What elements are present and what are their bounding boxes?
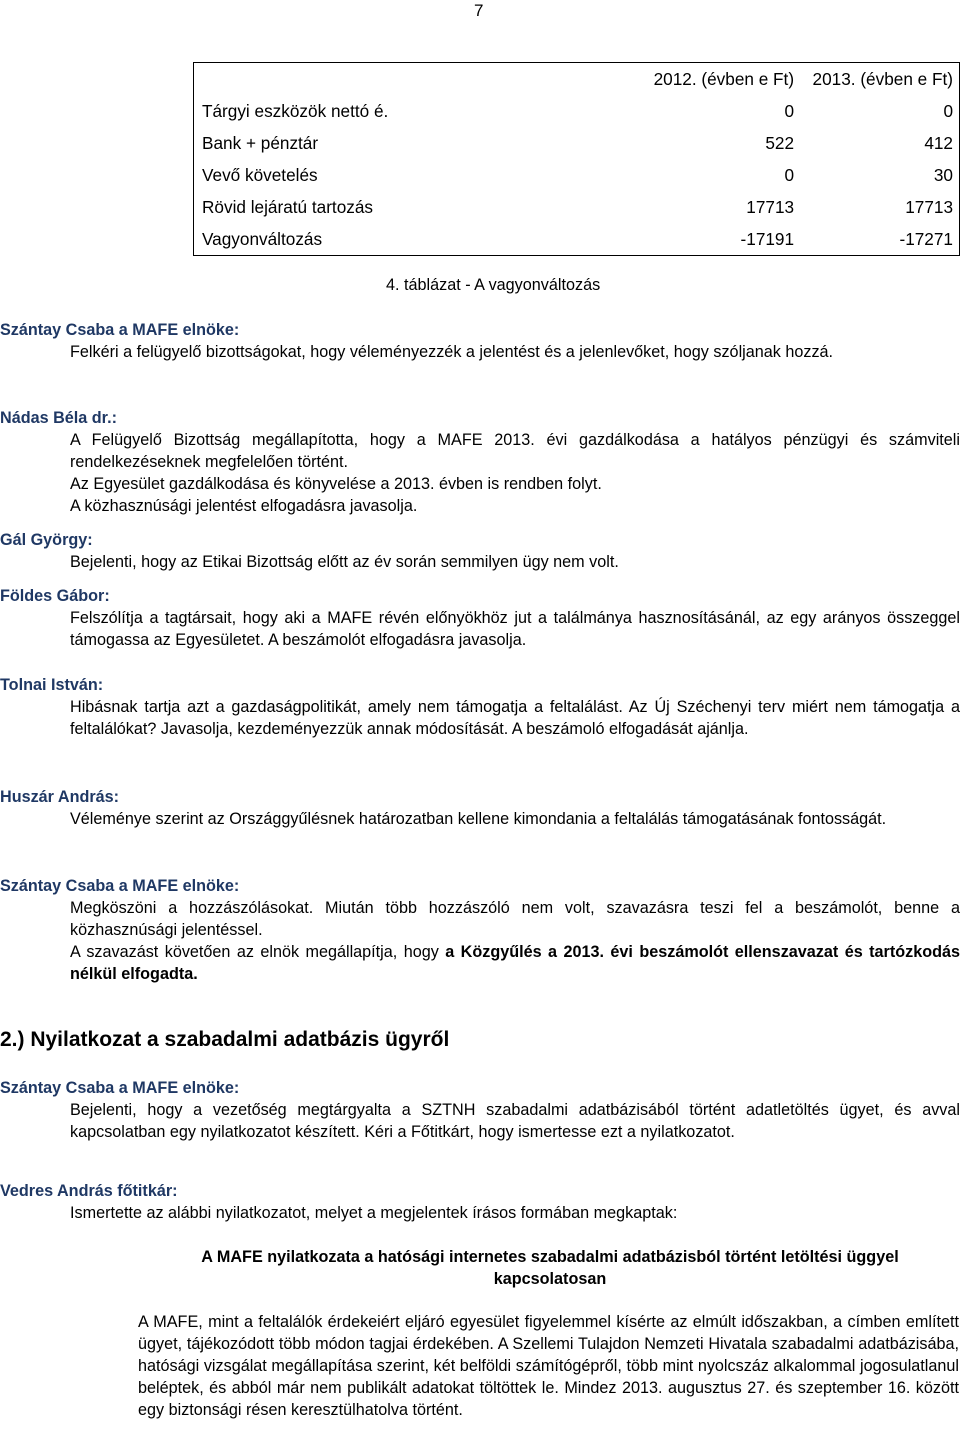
asset-change-table <box>193 62 960 256</box>
table-row <box>194 95 960 127</box>
speaker-block <box>0 407 960 517</box>
decision-text: a Közgyűlés a 2013. évi beszámolót ellenszavazat és tartózkodás nélkül elfogadta. <box>70 943 960 983</box>
speaker-text: Véleménye szerint az Országgyűlésnek határozatban kellene kimondania a feltalálás támogatásának fontosságát. <box>70 810 887 828</box>
table-cell: 30 <box>933 165 953 185</box>
speaker-block <box>0 1077 960 1143</box>
speaker-name: Vedres András főtitkár: <box>0 1182 178 1200</box>
table-row <box>194 223 960 256</box>
speaker-name: Gál György: <box>0 531 93 549</box>
table-cell: 522 <box>765 133 795 153</box>
speaker-text: Felszólítja a tagtársait, hogy aki a MAFE révén előnyökhöz jut a találmánya hasznosításánál, az egy arányos összeggel támogassa az Egyesületet. A beszámolót elfogadásra javasolja. <box>70 609 960 649</box>
speaker-block <box>0 1180 960 1224</box>
speaker-text: Hibásnak tartja azt a gazdaságpolitikát, amely nem támogatja a feltalálást. Az Új Széchenyi terv miért nem támogatja a feltalálókat? Javasolja, kezdeményezzük annak módosítását. A beszámoló elfogadását ajánlja. <box>70 698 960 738</box>
section-title: 2.) Nyilatkozat a szabadalmi adatbázis ügyről <box>0 1028 450 1051</box>
table-cell: Bank + pénztár <box>202 133 319 153</box>
table-cell: 17713 <box>905 197 953 217</box>
paragraph: A Felügyelő Bizottság megállapította, hogy a MAFE 2013. évi gazdálkodása a hatályos pénzügyi és számviteli rendelkezéseknek megfelelően történt. <box>70 431 960 471</box>
speaker-block <box>0 585 960 651</box>
speaker-text: Bejelenti, hogy az Etikai Bizottság előtt az év során semmilyen ügy nem volt. <box>70 553 619 571</box>
table-row <box>194 159 960 191</box>
speaker-name: Földes Gábor: <box>0 587 110 605</box>
speaker-block <box>0 786 960 830</box>
declaration-text: A MAFE, mint a feltalálók érdekeiért eljáró egyesület figyelemmel kísérte az elmúlt időszakban, a címben említett ügyet, tájékozódott több módon tagjai érdekében. A Szellemi Tulajdon Nemzeti Hivatala szabadalmi adatbázisába, hatósági vizsgálat megállapítása szerint, két belföldi számítógépről, több mint nyolcszáz alkalommal jogosulatlanul beléptek, és abból már nem publikált adatokat töltöttek le. Mindez 2013. augusztus 27. és szeptember 16. között egy biztonsági résen keresztülhatolva történt. <box>138 1313 959 1419</box>
speaker-text: Bejelenti, hogy a vezetőség megtárgyalta a SZTNH szabadalmi adatbázisából történt adatletöltés ügyet, és avval kapcsolatban egy nyilatkozatot készített. Kéri a Főtitkárt, hogy ismertesse ezt a nyilatkozatot. <box>70 1101 960 1141</box>
paragraph: A közhasznúsági jelentést elfogadásra javasolja. <box>70 497 418 515</box>
table-header-cell: 2013. (évben e Ft) <box>812 69 953 89</box>
table-cell: 17713 <box>746 197 795 217</box>
table-cell: Vagyonváltozás <box>202 229 323 249</box>
declaration-title: A MAFE nyilatkozata a hatósági internetes szabadalmi adatbázisból történt letöltési üggyel kapcsolatosan <box>201 1248 899 1288</box>
speaker-text: Felkéri a felügyelő bizottságokat, hogy véleményezzék a jelentést és a jelenlevőket, hogy szóljanak hozzá. <box>70 343 834 361</box>
text-run: A szavazást követően az elnök megállapítja, hogy <box>70 943 446 961</box>
speaker-name: Szántay Csaba a MAFE elnöke: <box>0 877 240 895</box>
speaker-text <box>70 429 960 517</box>
table-row <box>194 191 960 223</box>
speaker-text <box>70 897 960 985</box>
speaker-block <box>0 674 960 740</box>
speaker-name: Szántay Csaba a MAFE elnöke: <box>0 321 240 339</box>
speaker-name: Huszár András: <box>0 788 120 806</box>
table-cell: Tárgyi eszközök nettó é. <box>202 101 389 121</box>
table-row <box>194 127 960 159</box>
table-header-cell <box>194 63 609 96</box>
table-cell: 0 <box>784 101 795 121</box>
paragraph: Az Egyesület gazdálkodása és könyvelése a 2013. évben is rendben folyt. <box>70 475 602 493</box>
speaker-name: Szántay Csaba a MAFE elnöke: <box>0 1079 240 1097</box>
table-cell: 412 <box>924 133 953 153</box>
speaker-name: Tolnai István: <box>0 676 104 694</box>
speaker-name: Nádas Béla dr.: <box>0 409 117 427</box>
table-cell: 0 <box>784 165 795 185</box>
table-cell: Rövid lejáratú tartozás <box>202 197 374 217</box>
paragraph: Megköszöni a hozzászólásokat. Miután több hozzászóló nem volt, szavazásra teszi fel a beszámolót, benne a közhasznúsági jelentéssel. <box>70 899 960 939</box>
speaker-block <box>0 875 960 985</box>
table-cell: -17191 <box>740 229 795 249</box>
table-caption: 4. táblázat - A vagyonváltozás <box>386 276 601 294</box>
speaker-text: Ismertette az alábbi nyilatkozatot, melyet a megjelentek írásos formában megkaptak: <box>70 1204 678 1222</box>
table-cell: -17271 <box>899 229 953 249</box>
speaker-block <box>0 529 960 573</box>
speaker-block <box>0 319 960 363</box>
paragraph <box>70 941 960 985</box>
table-cell: 0 <box>943 101 953 121</box>
table-header-cell: 2012. (évben e Ft) <box>653 69 795 89</box>
table-header-row <box>194 63 960 96</box>
page-number: 7 <box>474 1 484 20</box>
table-cell: Vevő követelés <box>202 165 318 185</box>
